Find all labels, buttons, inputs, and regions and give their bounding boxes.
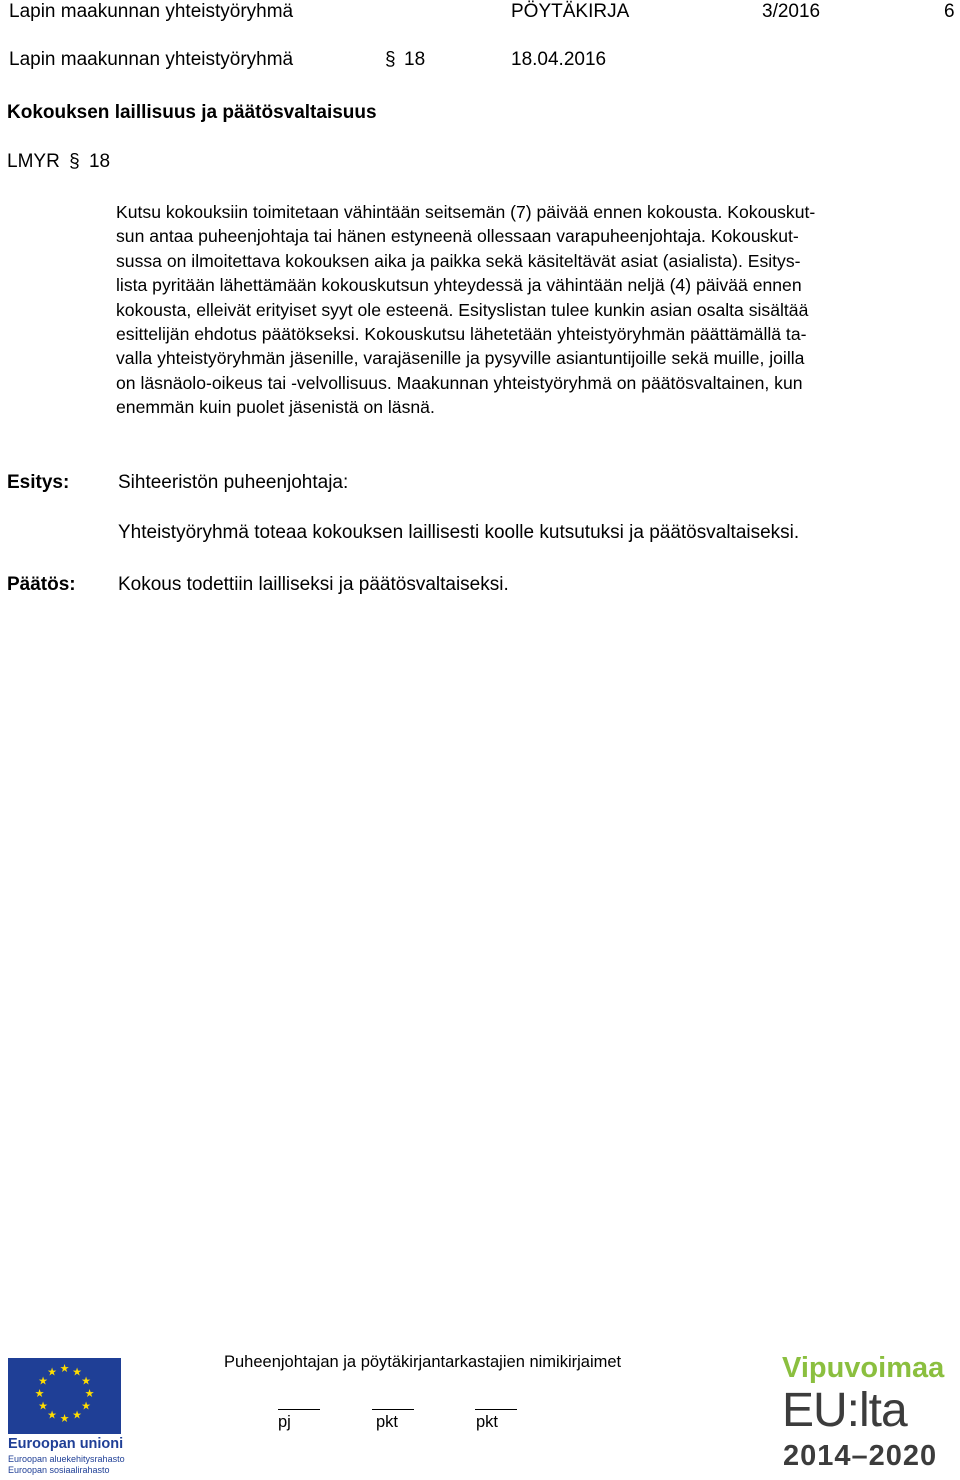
- header-org-2: Lapin maakunnan yhteistyöryhmä: [9, 49, 294, 70]
- body-line: sun antaa puheenjohtaja tai hänen estyneenä ollessaan varapuheenjohtaja. Kokouskut-: [116, 226, 799, 247]
- vipuvoimaa-logo-line-2: EU:lta: [782, 1384, 907, 1437]
- proposal-presenter: Sihteeristön puheenjohtaja:: [118, 472, 349, 493]
- eu-logo-fund-1: Euroopan aluekehitysrahasto: [8, 1454, 125, 1464]
- section-reference: [7, 151, 110, 173]
- signature-line: [372, 1409, 414, 1410]
- signature-label-pkt-1: pkt: [376, 1413, 399, 1431]
- vipuvoimaa-logo-line-3: 2014–2020: [783, 1440, 938, 1472]
- section-ref-number: 18: [88, 151, 111, 172]
- svg-text:★: ★: [72, 1365, 82, 1379]
- body-line: esittelijän ehdotus päätökseksi. Kokouskutsu lähetetään yhteistyöryhmän päättämällä ta-: [116, 324, 807, 345]
- body-line: Kutsu kokouksiin toimitetaan vähintään seitsemän (7) päivää ennen kokousta. Kokouskut-: [116, 202, 816, 222]
- header-doc-number: 3/2016: [762, 1, 821, 22]
- section-ref-sign: §: [69, 151, 80, 172]
- svg-text:★: ★: [34, 1387, 45, 1400]
- header-doc-type: PÖYTÄKIRJA: [511, 1, 630, 22]
- vipuvoimaa-logo-line-1: Vipuvoimaa: [782, 1352, 945, 1384]
- svg-text:★: ★: [47, 1408, 57, 1422]
- proposal-text: Yhteistyöryhmä toteaa kokouksen laillisesti koolle kutsutuksi ja päätösvaltaiseksi.: [118, 522, 800, 543]
- eu-flag-logo: [8, 1358, 121, 1434]
- svg-text:★: ★: [81, 1374, 91, 1388]
- body-line: on läsnäolo-oikeus tai -velvollisuus. Maakunnan yhteistyöryhmä on päätösvaltainen, kun: [116, 372, 803, 393]
- svg-text:★: ★: [38, 1374, 48, 1388]
- header-org: Lapin maakunnan yhteistyöryhmä: [9, 1, 294, 22]
- svg-text:★: ★: [81, 1399, 91, 1413]
- section-ref-prefix: LMYR: [7, 151, 60, 172]
- body-paragraph: [116, 200, 948, 420]
- header-section-number: 18: [404, 49, 426, 70]
- svg-text:★: ★: [38, 1399, 48, 1413]
- header-page-number: 6: [944, 1, 955, 22]
- signature-label-pkt-2: pkt: [476, 1413, 499, 1431]
- header-date: 18.04.2016: [511, 49, 607, 70]
- signature-title: Puheenjohtajan ja pöytäkirjantarkastajien nimikirjaimet: [224, 1353, 622, 1371]
- body-line: sussa on ilmoitettava kokouksen aika ja paikka sekä käsiteltävät asiat (asialista). Esitys-: [116, 250, 801, 271]
- proposal-label: Esitys:: [7, 472, 70, 493]
- body-line: lista pyritään lähettämään kokouskutsun yhteydessä ja vähintään neljä (4) päivää ennen: [116, 275, 802, 296]
- signature-line: [475, 1409, 517, 1410]
- svg-text:★: ★: [59, 1362, 70, 1375]
- body-line: valla yhteistyöryhmän jäsenille, varajäsenille ja pysyville asiantuntijoille sekä muille, joilla: [116, 348, 805, 369]
- signature-label-pj: pj: [278, 1413, 291, 1431]
- body-line: enemmän kuin puolet jäsenistä on läsnä.: [116, 397, 435, 418]
- decision-label: Päätös:: [7, 574, 76, 595]
- svg-text:★: ★: [72, 1408, 82, 1422]
- svg-text:★: ★: [59, 1412, 70, 1425]
- section-title: Kokouksen laillisuus ja päätösvaltaisuus: [7, 102, 377, 123]
- eu-logo-fund-2: Euroopan sosiaalirahasto: [8, 1465, 110, 1475]
- eu-logo-name: Euroopan unioni: [8, 1436, 124, 1452]
- svg-text:★: ★: [84, 1387, 95, 1400]
- decision-text: Kokous todettiin lailliseksi ja päätösvaltaiseksi.: [118, 574, 509, 595]
- header-section-sign: §: [385, 49, 396, 70]
- eu-stars-icon: [8, 1358, 121, 1434]
- body-line: kokousta, elleivät erityiset syyt ole esteenä. Esityslistan tulee kunkin asian osalta sisältää: [116, 299, 809, 320]
- svg-text:★: ★: [47, 1365, 57, 1379]
- signature-line: [278, 1409, 320, 1410]
